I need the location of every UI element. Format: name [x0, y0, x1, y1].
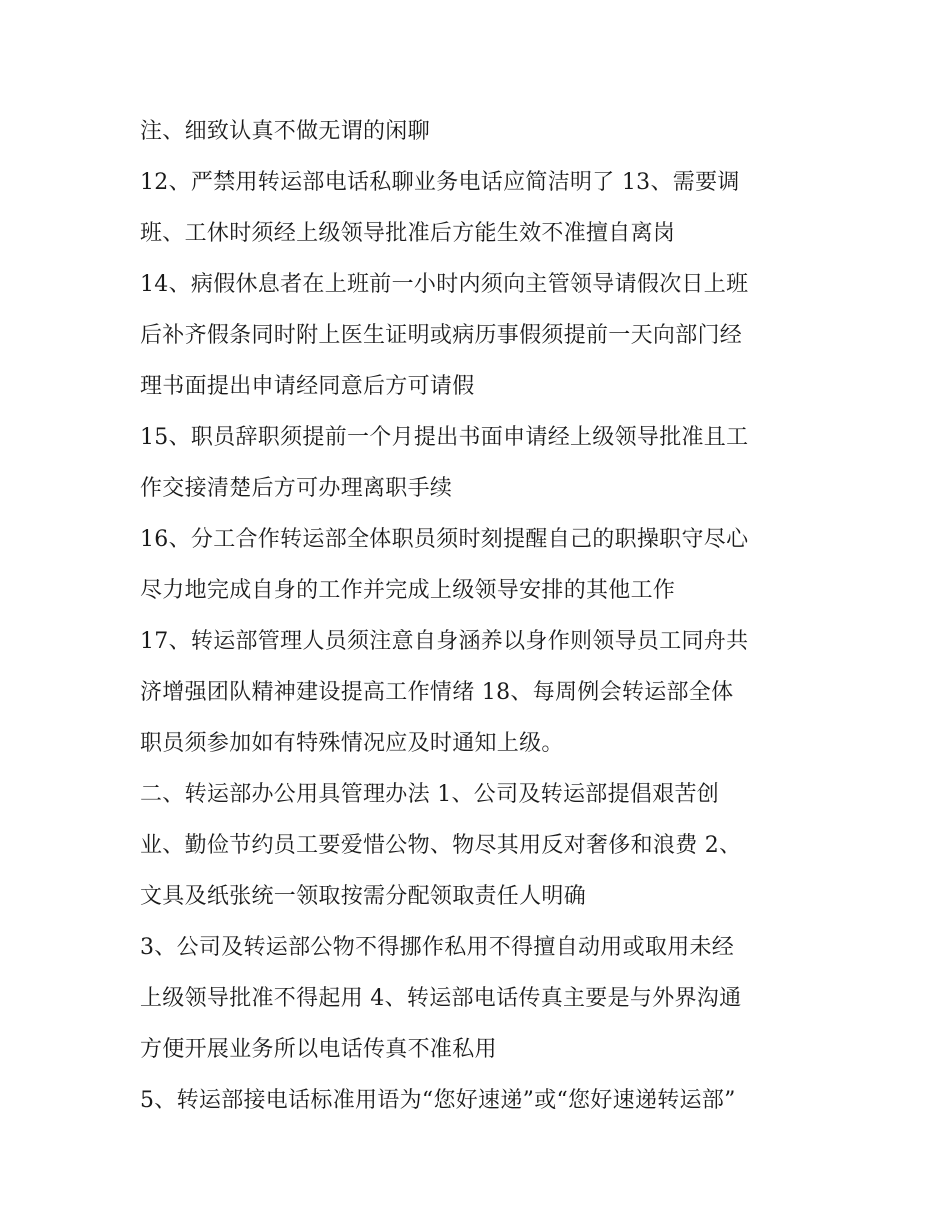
text-line: 尽力地完成自身的工作并完成上级领导安排的其他工作	[140, 578, 676, 603]
text-line: 理书面提出申请经同意后方可请假	[140, 374, 475, 399]
text-line: 16、分工合作转运部全体职员须时刻提醒自己的职操职守尽心	[140, 527, 749, 552]
text-line: 上级领导批准不得起用 4、转运部电话传真主要是与外界沟通	[140, 986, 742, 1011]
text-line: 5、转运部接电话标准用语为“您好速递”或“您好速递转运部”	[140, 1088, 736, 1113]
text-line: 17、转运部管理人员须注意自身涵养以身作则领导员工同舟共	[140, 629, 749, 654]
text-line: 班、工休时须经上级领导批准后方能生效不准擅自离岗	[140, 221, 676, 246]
text-line: 15、职员辞职须提前一个月提出书面申请经上级领导批准且工	[140, 425, 749, 450]
text-line: 方便开展业务所以电话传真不准私用	[140, 1037, 497, 1062]
document-body	[140, 106, 820, 1126]
text-line: 12、严禁用转运部电话私聊业务电话应简洁明了 13、需要调	[140, 170, 740, 195]
text-line: 二、转运部办公用具管理办法 1、公司及转运部提倡艰苦创	[140, 782, 720, 807]
text-line: 后补齐假条同时附上医生证明或病历事假须提前一天向部门经	[140, 323, 743, 348]
text-line: 注、细致认真不做无谓的闲聊	[140, 119, 430, 144]
text-line: 作交接清楚后方可办理离职手续	[140, 476, 453, 501]
text-line: 14、病假休息者在上班前一小时内须向主管领导请假次日上班	[140, 272, 749, 297]
text-line: 济增强团队精神建设提高工作情绪 18、每周例会转运部全体	[140, 680, 734, 705]
text-line: 业、勤俭节约员工要爱惜公物、物尽其用反对奢侈和浪费 2、	[140, 833, 742, 858]
text-line: 文具及纸张统一领取按需分配领取责任人明确	[140, 884, 587, 909]
text-line: 3、公司及转运部公物不得挪作私用不得擅自动用或取用未经	[140, 935, 735, 960]
text-line: 职员须参加如有特殊情况应及时通知上级。	[140, 731, 564, 756]
